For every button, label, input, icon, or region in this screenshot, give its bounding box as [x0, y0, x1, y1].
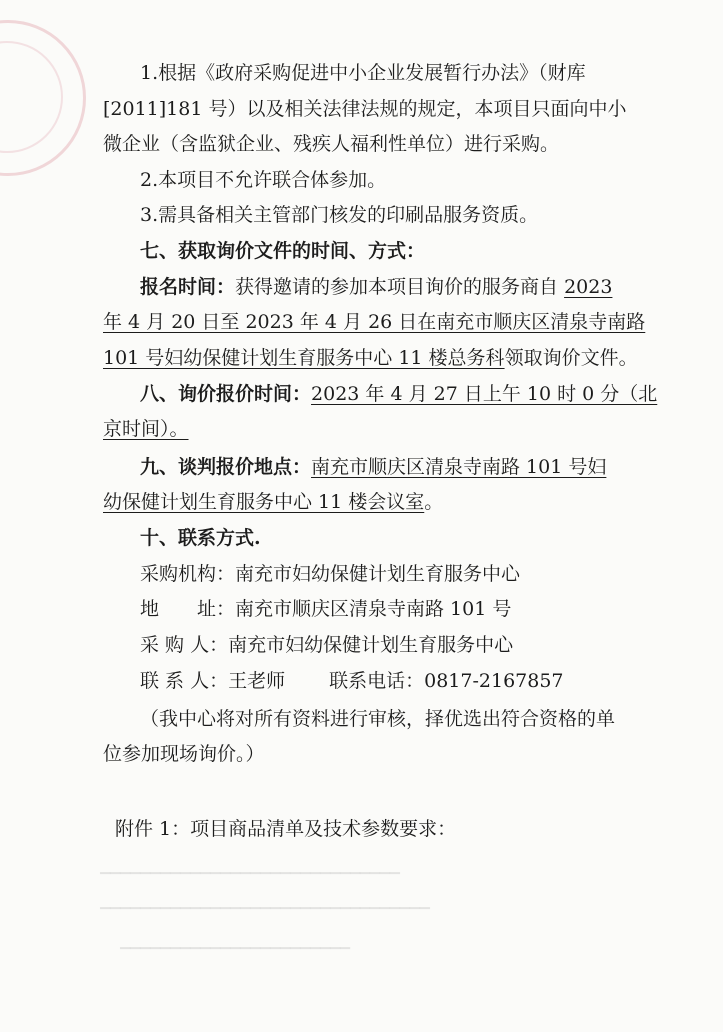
registration-label: 报名时间： — [140, 276, 236, 298]
bleed-through-line: ▁▁▁▁▁▁▁▁▁▁▁▁▁▁▁▁▁▁▁▁▁▁▁▁▁▁▁▁▁▁ — [100, 860, 400, 875]
contact-org-row — [0, 557, 723, 591]
section-8-line-1 — [0, 377, 723, 411]
address-label: 地 址： — [140, 598, 236, 620]
contact-label: 联 系 人： — [140, 670, 229, 692]
contact-person-row — [0, 664, 723, 698]
buyer-value: 南充市妇幼保健计划生育服务中心 — [228, 634, 514, 656]
phone-value: 0817-2167857 — [424, 670, 564, 692]
bleed-through-line: ▁▁▁▁▁▁▁▁▁▁▁▁▁▁▁▁▁▁▁▁▁▁▁▁▁▁▁▁▁▁▁▁▁ — [100, 895, 430, 910]
registration-date-line: 年 4 月 20 日至 2023 年 4 月 26 日在南充市顺庆区清泉寺南路 — [103, 311, 646, 333]
section-8-label: 八、询价报价时间： — [140, 383, 312, 405]
registration-text: 获得邀请的参加本项目询价的服务商自 — [235, 276, 559, 298]
section-8-time: 2023 年 4 月 27 日上午 10 时 0 分（北 — [311, 383, 658, 405]
note-line-2: 位参加现场询价。） — [103, 743, 265, 765]
section-9-place-2: 幼保健计划生育服务中心 11 楼会议室 — [103, 491, 425, 513]
org-label: 采购机构： — [140, 563, 236, 585]
clause-1-line-3: 微企业（含监狱企业、残疾人福利性单位）进行采购。 — [103, 133, 560, 155]
registration-tail: 领取询价文件。 — [504, 347, 638, 369]
section-9-end: 。 — [424, 491, 444, 513]
clause-1-line-2: [2011]181 号）以及相关法律法规的规定，本项目只面向中小 — [103, 98, 627, 120]
section-9-place: 南充市顺庆区清泉寺南路 101 号妇 — [311, 456, 607, 478]
bleed-through-line: ▁▁▁▁▁▁▁▁▁▁▁▁▁▁▁▁▁▁▁▁▁▁▁ — [120, 935, 350, 950]
clause-2: 2.本项目不允许联合体参加。 — [140, 169, 387, 191]
section-9-label: 九、谈判报价地点： — [140, 456, 312, 478]
section-8-line-2: 京时间）。 — [103, 418, 189, 440]
registration-place: 101 号妇幼保健计划生育服务中心 11 楼总务科 — [103, 347, 505, 369]
section-9-line-1 — [0, 450, 723, 484]
section-7-heading: 七、获取询价文件的时间、方式： — [140, 240, 426, 262]
org-value: 南充市妇幼保健计划生育服务中心 — [235, 563, 521, 585]
attachment-heading: 附件 1：项目商品清单及技术参数要求： — [115, 818, 457, 840]
registration-place-line — [0, 341, 723, 375]
buyer-label: 采 购 人： — [140, 634, 229, 656]
address-value: 南充市顺庆区清泉寺南路 101 号 — [235, 598, 512, 620]
contact-address-row — [0, 592, 723, 626]
phone-label: 联系电话： — [329, 670, 425, 692]
clause-3: 3.需具备相关主管部门核发的印刷品服务资质。 — [140, 204, 539, 226]
section-9-line-2 — [0, 485, 723, 519]
registration-year: 2023 — [564, 276, 613, 298]
section-10-heading: 十、联系方式. — [140, 527, 261, 549]
registration-line-1 — [0, 270, 723, 304]
contact-value: 王老师 — [228, 670, 286, 692]
contact-buyer-row — [0, 628, 723, 662]
clause-1-line-1: 1.根据《政府采购促进中小企业发展暂行办法》（财库 — [140, 62, 586, 84]
note-line-1: （我中心将对所有资料进行审核，择优选出符合资格的单 — [140, 708, 616, 730]
